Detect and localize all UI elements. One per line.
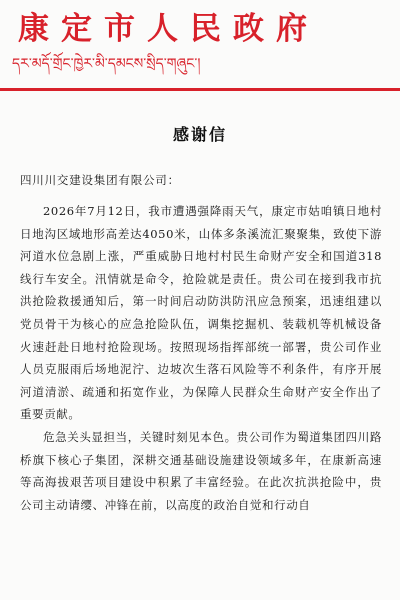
government-name-tibetan: དར་མདོ་གྲོང་ཁྱེར་མི་དམངས་སྲིད་གཞུང་། (12, 56, 201, 72)
body-paragraph-2: 危急关头显担当，关键时刻见本色。贵公司作为蜀道集团四川路桥旗下核心子集团，深耕交通基础设施建设领域多年，在康新高速等高海拔艰苦项目建设中积累了丰富经验。在此次抗洪抢险中，贵公司主动请缨、冲锋在前，以高度的政治自觉和行动自 (20, 429, 382, 512)
letterhead (0, 0, 400, 86)
letterhead-divider (0, 88, 400, 91)
letter-salutation: 四川川交建设集团有限公司： (20, 173, 180, 187)
letter-title: 感谢信 (172, 125, 227, 144)
letter-body (20, 200, 382, 516)
body-paragraph-1: 2026年7月12日，我市遭遇强降雨天气，康定市姑咱镇日地村日地沟区域地形高差达4050米，山体多条溪流汇聚聚集，致使下游河道水位急剧上涨，严重威胁日地村村民生命财产安全和国道318线行车安全。汛情就是命令，抢险就是责任。贵公司在接到我市抗洪抢险救援通知后，第一时间启动防洪防汛应急预案，迅速组建以党员骨干为核心的应急抢险队伍，调集挖掘机、装载机等机械设备火速赶赴日地村抢险现场。按照现场指挥部统一部署，贵公司作业人员克服雨后场地泥泞、边坡次生落石风险等不利条件，有序开展河道清淤、疏通和拓宽作业，为保障人民群众生命财产安全作出了重要贡献。 (20, 204, 382, 422)
government-name: 康定市人民政府 (18, 11, 319, 47)
